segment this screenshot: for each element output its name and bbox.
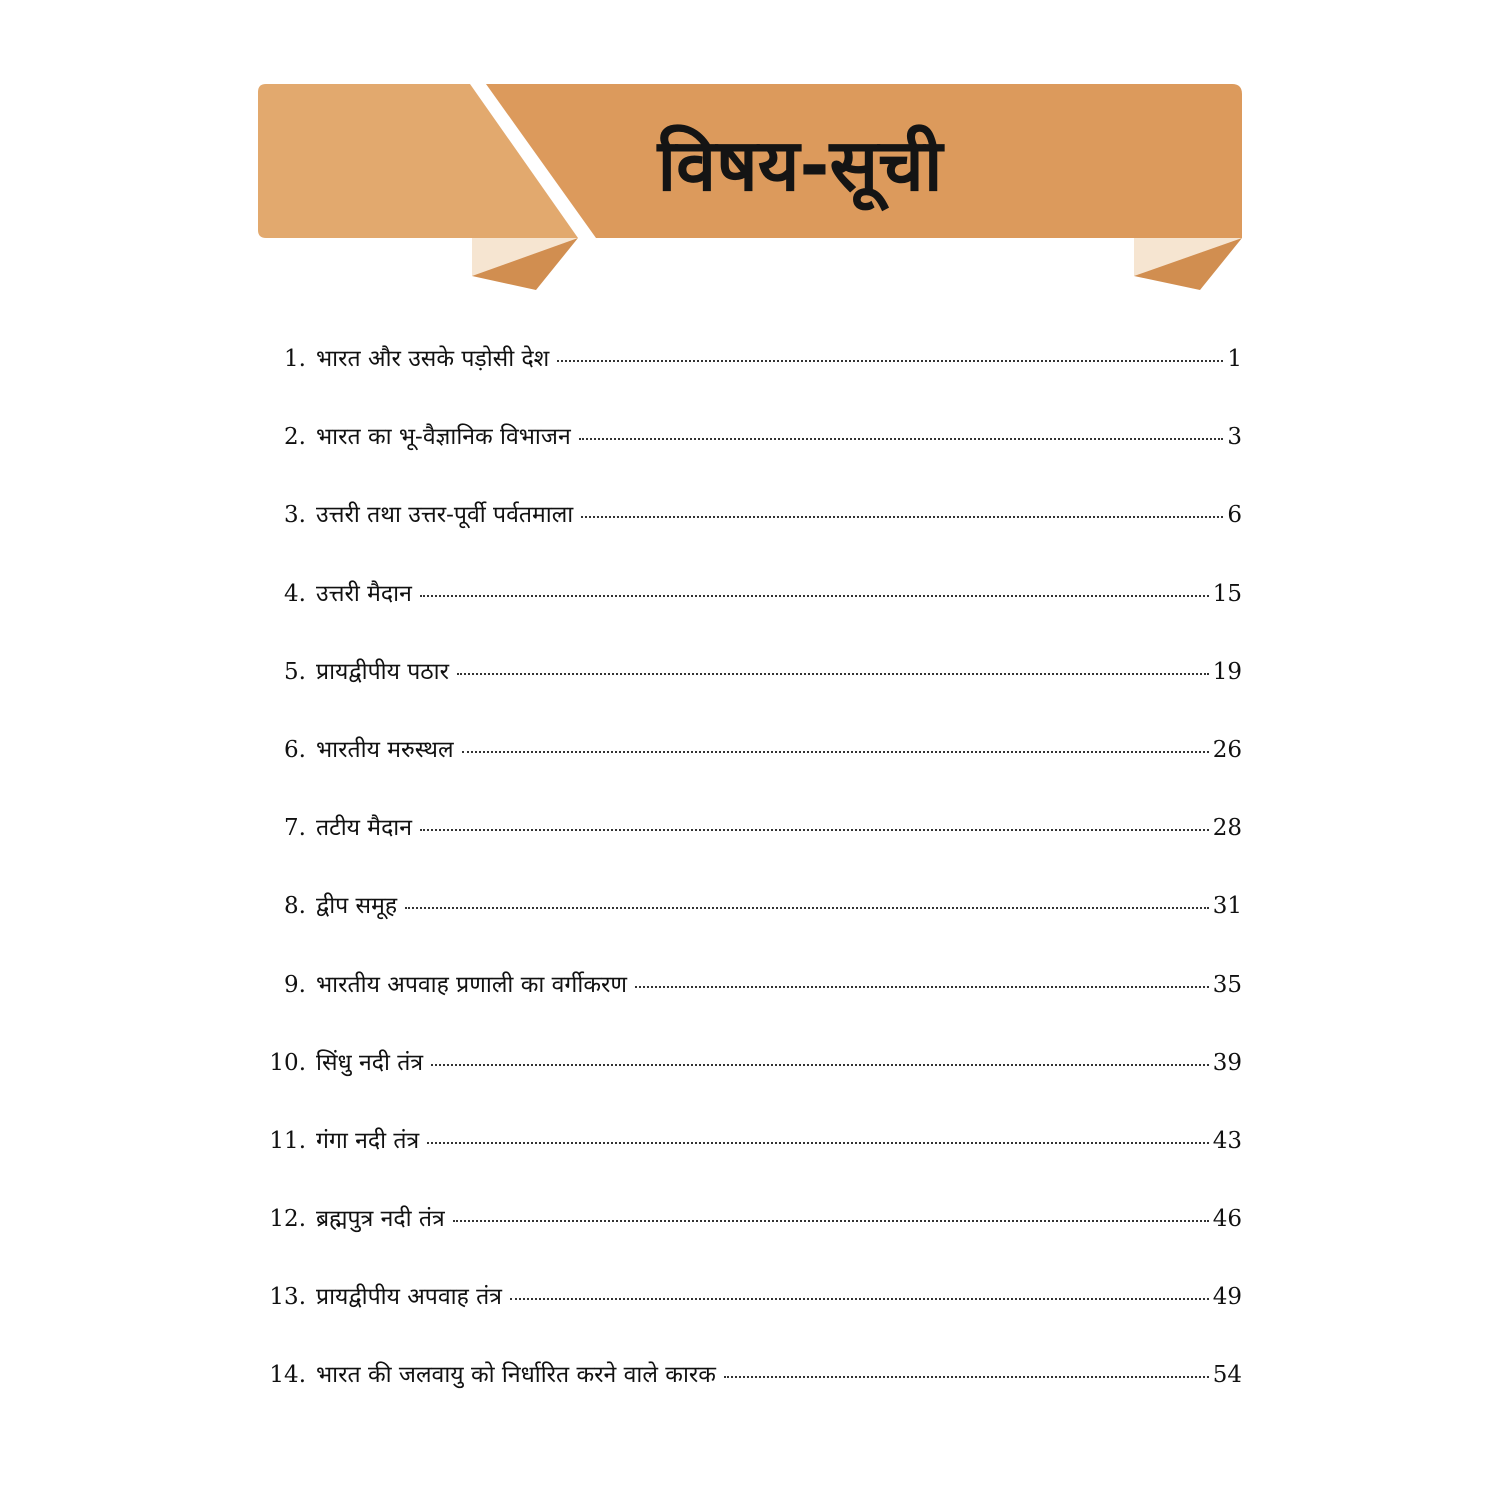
toc-item-page: 39 [1212, 1049, 1242, 1076]
toc-item-number: 4. [284, 580, 306, 607]
toc-item[interactable] [262, 320, 1242, 398]
toc-item[interactable] [262, 555, 1242, 633]
toc-item-number: 8. [284, 893, 306, 920]
toc-item-number: 6. [284, 736, 306, 763]
toc-item[interactable] [262, 946, 1242, 1024]
toc-item-number: 14. [269, 1362, 306, 1389]
toc-item-number: 7. [284, 815, 306, 842]
toc-item[interactable] [262, 633, 1242, 711]
toc-item-page: 15 [1212, 580, 1242, 607]
toc-item-number: 1. [284, 346, 306, 372]
toc-item-title: गंगा नदी तंत्र [316, 1127, 420, 1154]
toc-item-page: 6 [1227, 502, 1242, 529]
header-banner [0, 0, 1500, 300]
toc-item-title: प्रायद्वीपीय अपवाह तंत्र [316, 1284, 502, 1311]
toc-dot-leader [510, 1280, 1209, 1304]
toc-item-number: 12. [269, 1206, 306, 1233]
page-title: विषय-सूची [657, 123, 943, 207]
toc-item-page: 35 [1212, 971, 1242, 998]
toc-dot-leader [431, 1046, 1209, 1070]
toc-dot-leader [427, 1124, 1209, 1148]
toc-item-title: भारत और उसके पड़ोसी देश [316, 346, 550, 372]
toc-item-title: उत्तरी मैदान [316, 580, 412, 607]
toc-item-title: भारतीय अपवाह प्रणाली का वर्गीकरण [316, 971, 628, 998]
toc-dot-leader [405, 889, 1209, 913]
toc-item-number: 3. [284, 502, 306, 529]
toc-item-title: भारत का भू-वैज्ञानिक विभाजन [316, 424, 571, 451]
toc-dot-leader [557, 342, 1223, 366]
toc-item-page: 1 [1227, 346, 1242, 372]
toc-item[interactable] [262, 476, 1242, 554]
toc-item-number: 13. [269, 1284, 306, 1311]
toc-item[interactable] [262, 711, 1242, 789]
toc-item[interactable] [262, 1336, 1242, 1414]
toc-dot-leader [579, 420, 1224, 444]
toc-item-number: 5. [284, 658, 306, 685]
toc-item-number: 9. [284, 971, 306, 998]
toc-item[interactable] [262, 789, 1242, 867]
toc-item-title: भारत की जलवायु को निर्धारित करने वाले कारक [316, 1362, 716, 1389]
toc-item-title: भारतीय मरुस्थल [316, 736, 454, 763]
toc-item-number: 2. [284, 424, 306, 451]
table-of-contents [262, 320, 1242, 1415]
toc-item-title: द्वीप समूह [316, 893, 398, 920]
toc-item-page: 3 [1227, 424, 1242, 451]
toc-dot-leader [420, 811, 1209, 835]
toc-item[interactable] [262, 1024, 1242, 1102]
toc-item-page: 31 [1212, 893, 1242, 920]
toc-item-title: ब्रह्मपुत्र नदी तंत्र [316, 1206, 445, 1233]
toc-item[interactable] [262, 1102, 1242, 1180]
toc-item-title: उत्तरी तथा उत्तर-पूर्वी पर्वतमाला [316, 502, 574, 529]
toc-item-number: 11. [269, 1127, 306, 1154]
toc-item-page: 54 [1212, 1362, 1242, 1389]
toc-item-page: 26 [1212, 736, 1242, 763]
toc-item-page: 28 [1212, 815, 1242, 842]
toc-item-page: 46 [1212, 1206, 1242, 1233]
toc-dot-leader [635, 968, 1209, 992]
toc-item[interactable] [262, 867, 1242, 945]
toc-item-number: 10. [269, 1049, 306, 1076]
toc-item[interactable] [262, 398, 1242, 476]
toc-item-page: 19 [1212, 658, 1242, 685]
toc-item-page: 43 [1212, 1127, 1242, 1154]
toc-dot-leader [462, 733, 1209, 757]
toc-dot-leader [581, 498, 1223, 522]
toc-item-page: 49 [1212, 1284, 1242, 1311]
toc-item-title: तटीय मैदान [316, 815, 412, 842]
toc-item-title: सिंधु नदी तंत्र [316, 1049, 424, 1076]
toc-item-title: प्रायद्वीपीय पठार [316, 658, 450, 685]
toc-item[interactable] [262, 1258, 1242, 1336]
toc-dot-leader [457, 655, 1209, 679]
toc-dot-leader [420, 577, 1209, 601]
toc-item[interactable] [262, 1180, 1242, 1258]
toc-dot-leader [453, 1202, 1209, 1226]
toc-dot-leader [724, 1358, 1209, 1382]
